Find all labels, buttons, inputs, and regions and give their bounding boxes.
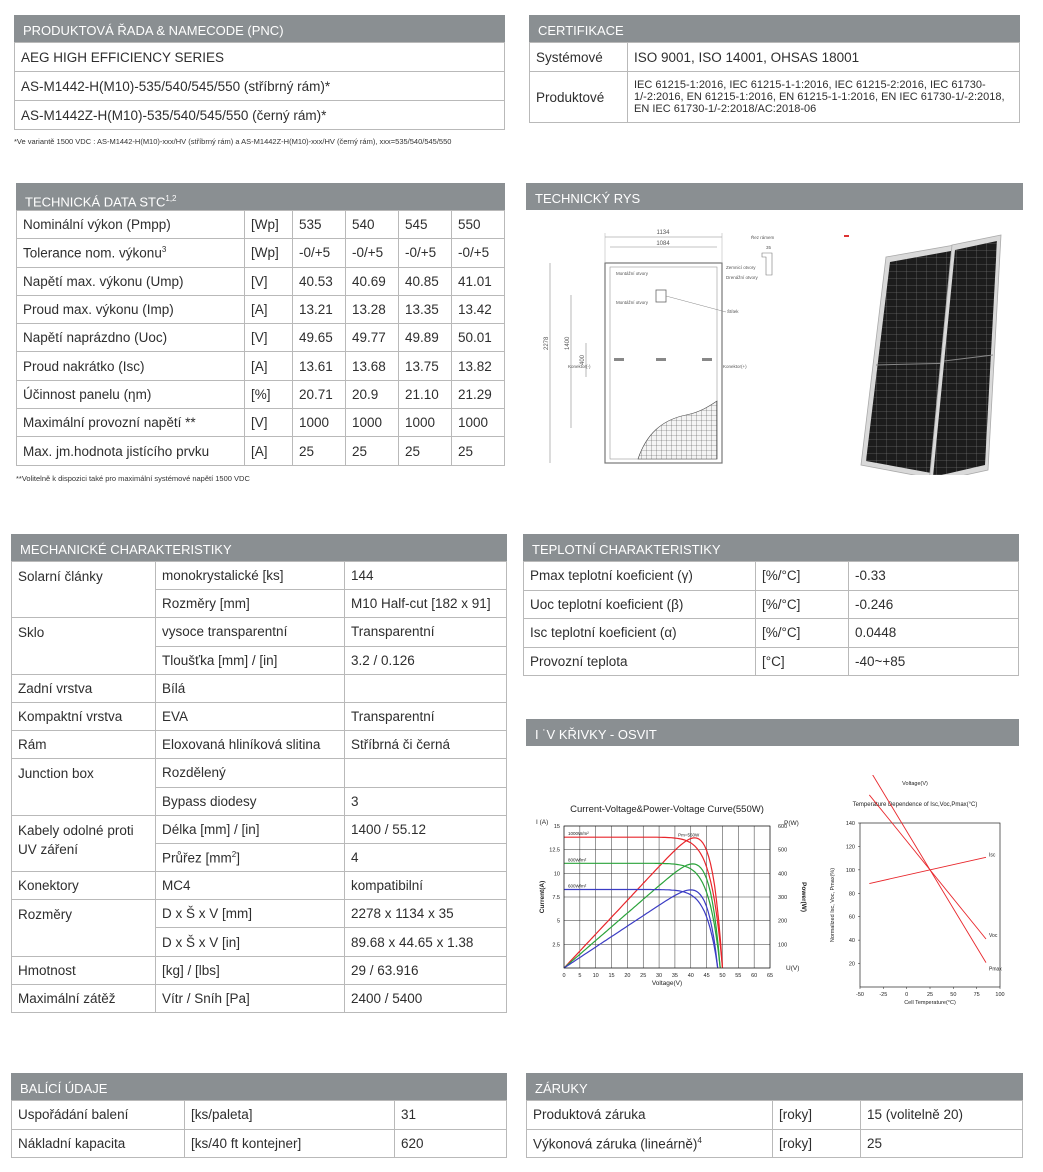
stc-value: 49.77 <box>346 324 399 352</box>
mech-category: Maximální zátěž <box>12 984 156 1012</box>
mech-property-cell <box>156 759 345 787</box>
pnc-note: *Ve variantě 1500 VDC : AS-M1442-H(M10)-xxx/HV (stříbrný rám) a AS-M1442Z-H(M10)-xxx/HV (černý rám), xxx=535/540/545/550 <box>14 137 452 146</box>
temp-panel <box>523 534 1019 676</box>
iv-x-tick: 25 <box>640 973 647 979</box>
mech-value: 2278 x 1134 x 35 <box>345 900 507 928</box>
iv-x-axis-label: U(V) <box>786 965 800 972</box>
label-ground-2: Drenážní otvory <box>726 275 758 280</box>
warranty-unit: [roky] <box>773 1101 861 1130</box>
temp-series-label: Isc <box>989 852 996 859</box>
mech-value: 3.2 / 0.126 <box>345 646 507 674</box>
temp-x-tick: -25 <box>879 992 888 998</box>
mech-property: monokrystalické [ks] <box>162 568 284 584</box>
pack-label: Nákladní kapacita <box>12 1129 185 1158</box>
mech-property: EVA <box>162 709 189 725</box>
stc-value: 49.89 <box>399 324 452 352</box>
stc-value: 20.71 <box>293 380 346 408</box>
stc-row <box>17 409 505 437</box>
stc-unit: [%] <box>245 380 293 408</box>
stc-value: 545 <box>399 211 452 239</box>
mech-property-cell <box>156 674 345 702</box>
temp-unit: [°C] <box>756 647 849 676</box>
iv-x-tick: 30 <box>656 973 663 979</box>
mech-row <box>12 759 507 787</box>
temp-series-label: Pmax <box>989 966 1002 973</box>
mech-row <box>12 984 507 1012</box>
stc-row <box>17 437 505 465</box>
iv-series-label: 800W/m² <box>568 857 587 863</box>
stc-row <box>17 352 505 380</box>
dim-1400: 1400 <box>565 336 571 350</box>
mech-value: 3 <box>345 787 507 815</box>
stc-label-cell <box>17 239 245 267</box>
mech-property: Rozdělený <box>162 765 226 781</box>
stc-label: Tolerance nom. výkonu <box>23 245 162 261</box>
warranty-value: 15 (volitelně 20) <box>861 1101 1023 1130</box>
stc-value: 1000 <box>452 409 505 437</box>
stc-value: 21.29 <box>452 380 505 408</box>
iv-y2-tick: 600 <box>778 824 788 830</box>
temp-chart-title: Temperature Dependence of Isc,Voc,Pmax(°C) <box>852 802 978 808</box>
mech-property-cell <box>156 787 345 815</box>
temp-y-tick: 100 <box>845 867 855 874</box>
stc-value: 13.21 <box>293 295 346 323</box>
stc-value: 25 <box>399 437 452 465</box>
stc-header <box>16 183 505 210</box>
stc-unit: [V] <box>245 324 293 352</box>
iv-ylabel: Current(A) <box>539 880 546 914</box>
iv-y-tick: 2.5 <box>552 942 560 949</box>
pack-unit: [ks/40 ft kontejner] <box>185 1129 395 1158</box>
stc-label: Účinnost panelu (ηm) <box>23 386 152 402</box>
mech-value: 29 / 63.916 <box>345 956 507 984</box>
cert-table <box>529 42 1020 123</box>
mech-property: D x Š x V [in] <box>162 934 241 950</box>
mech-category: Junction box <box>12 759 156 815</box>
stc-label-cell <box>17 295 245 323</box>
stc-row <box>17 324 505 352</box>
mech-property-cell <box>156 646 345 674</box>
cert-system-value: ISO 9001, ISO 14001, OHSAS 18001 <box>628 43 1020 72</box>
stc-unit: [V] <box>245 267 293 295</box>
stc-label-sup: 3 <box>161 245 167 255</box>
mech-property-cell <box>156 731 345 759</box>
temp-value: -0.246 <box>849 590 1019 619</box>
mech-category: Zadní vrstva <box>12 674 156 702</box>
label-rez: Řez rámem <box>751 235 775 240</box>
mech-value: Stříbrná či černá <box>345 731 507 759</box>
temp-row <box>524 590 1019 619</box>
stc-unit: [A] <box>245 437 293 465</box>
warranty-label: Výkonová záruka (lineárně) <box>533 1136 698 1151</box>
temp-x-tick: 50 <box>950 992 957 998</box>
stc-title: TECHNICKÁ DATA STC <box>25 194 166 210</box>
label-conn-minus: Konektor(-) <box>568 364 591 369</box>
mech-category: Sklo <box>12 618 156 674</box>
temp-x-tick: -50 <box>856 992 864 998</box>
mech-property: MC4 <box>162 878 191 894</box>
stc-value: 550 <box>452 211 505 239</box>
stc-value: 49.65 <box>293 324 346 352</box>
mech-property: [kg] / [lbs] <box>162 962 220 978</box>
warranty-header: ZÁRUKY <box>526 1073 1023 1100</box>
drawing-header: TECHNICKÝ RYS <box>526 183 1023 210</box>
iv-x-tick: 10 <box>592 973 599 979</box>
pack-panel <box>11 1073 507 1158</box>
pack-table <box>11 1100 507 1158</box>
temp-table <box>523 561 1019 676</box>
temp-y-tick: 20 <box>848 961 855 968</box>
mech-value <box>345 674 507 702</box>
temp-unit: [%/°C] <box>756 619 849 648</box>
stc-unit: [A] <box>245 352 293 380</box>
mech-value: 89.68 x 44.65 x 1.38 <box>345 928 507 956</box>
pnc-header: PRODUKTOVÁ ŘADA & NAMECODE (PNC) <box>14 15 505 42</box>
warranty-label-cell <box>527 1129 773 1158</box>
iv-series-label: 600W/m² <box>568 883 587 889</box>
warranty-row <box>527 1129 1023 1158</box>
warranty-value: 25 <box>861 1129 1023 1158</box>
stc-label-cell <box>17 324 245 352</box>
pack-row <box>12 1129 507 1158</box>
stc-value: 40.53 <box>293 267 346 295</box>
iv-chart-title: Current-Voltage&Power-Voltage Curve(550W) <box>570 804 764 815</box>
temp-unit: [%/°C] <box>756 590 849 619</box>
temp-x-tick: 100 <box>995 992 1005 998</box>
iv-x-tick: 55 <box>735 973 742 979</box>
stc-value: 13.42 <box>452 295 505 323</box>
stc-value: -0/+5 <box>346 239 399 267</box>
mech-property: Průřez [mm <box>162 850 232 866</box>
mech-row <box>12 702 507 730</box>
temp-series-line <box>869 795 986 939</box>
stc-value: 1000 <box>346 409 399 437</box>
stc-label-cell <box>17 352 245 380</box>
pack-row <box>12 1101 507 1130</box>
iv-y2label: Power(W) <box>800 882 807 912</box>
warranty-label: Produktová záruka <box>533 1107 646 1123</box>
dim-1134: 1134 <box>656 230 670 236</box>
mech-property-cell <box>156 815 345 843</box>
mech-row <box>12 872 507 900</box>
stc-value: 25 <box>452 437 505 465</box>
stc-value: 540 <box>346 211 399 239</box>
temp-xlabel: Cell Temperature(°C) <box>904 1000 956 1005</box>
stc-note: **Volitelně k dispozici také pro maximální systémové napětí 1500 VDC <box>16 474 250 483</box>
mech-row <box>12 731 507 759</box>
mech-row <box>12 900 507 928</box>
stc-table <box>16 210 505 466</box>
iv-y2-axis-label: P(W) <box>784 820 799 827</box>
mech-value: Transparentní <box>345 618 507 646</box>
mech-property-cell <box>156 900 345 928</box>
mech-property: vysoce transparentní <box>162 624 288 640</box>
dim-1084: 1084 <box>656 241 670 247</box>
temp-y-tick: 120 <box>845 844 855 851</box>
iv-x-tick: 40 <box>687 973 694 979</box>
cert-product-label: Produktové <box>530 72 628 123</box>
pack-value: 620 <box>395 1129 507 1158</box>
warranty-label-cell <box>527 1101 773 1130</box>
label-conn-plus: Konektor(+) <box>723 364 747 369</box>
pack-header: BALÍCÍ ÚDAJE <box>11 1073 507 1100</box>
stc-row <box>17 211 505 239</box>
temp-series-label: Voc <box>989 933 998 940</box>
stc-row <box>17 239 505 267</box>
mech-category: Solarní články <box>12 562 156 618</box>
label-mount-1: Montážní otvory <box>616 271 649 276</box>
temp-y-tick: 140 <box>845 821 855 827</box>
iv-x-tick: 45 <box>703 973 710 979</box>
stc-value: 13.35 <box>399 295 452 323</box>
mech-panel <box>11 534 507 1013</box>
temp-label: Uoc teplotní koeficient (β) <box>524 590 756 619</box>
technical-drawing <box>526 215 1023 475</box>
mech-row <box>12 956 507 984</box>
mech-value: 1400 / 55.12 <box>345 815 507 843</box>
pack-unit: [ks/paleta] <box>185 1101 395 1130</box>
mech-row <box>12 618 507 646</box>
mech-property-cell <box>156 562 345 590</box>
pnc-panel <box>14 15 505 130</box>
stc-value: 41.01 <box>452 267 505 295</box>
stc-unit: [A] <box>245 295 293 323</box>
iv-x-tick: 35 <box>671 973 678 979</box>
stc-title-sup: 1,2 <box>165 194 177 203</box>
temp-row <box>524 647 1019 676</box>
mech-property-cell <box>156 618 345 646</box>
mech-value <box>345 759 507 787</box>
stc-value: 13.82 <box>452 352 505 380</box>
temp-header: TEPLOTNÍ CHARAKTERISTIKY <box>523 534 1019 561</box>
mech-category: Rám <box>12 731 156 759</box>
temp-ylabel: Normalized Isc, Voc, Pmax(%) <box>830 867 836 943</box>
cert-product-value: IEC 61215-1:2016, IEC 61215-1-1:2016, IEC 61215-2:2016, IEC 61730-1/-2:2016, EN 61215-1:2016, EN 61215-1-1:2016, EN IEC 61730-1/-2:2018, EN IEC 61730-1/-2:2018/AC:2018-06 <box>628 72 1020 123</box>
stc-label: Proud nakrátko (Isc) <box>23 358 145 374</box>
mech-value: Transparentní <box>345 702 507 730</box>
mech-property: Vítr / Sníh [Pa] <box>162 990 250 1006</box>
mech-value: 144 <box>345 562 507 590</box>
temp-label: Provozní teplota <box>524 647 756 676</box>
cert-header: CERTIFIKACE <box>529 15 1020 42</box>
pnc-table <box>14 42 505 130</box>
stc-label: Napětí max. výkonu (Ump) <box>23 273 184 289</box>
mech-header: MECHANICKÉ CHARAKTERISTIKY <box>11 534 507 561</box>
mech-property: Bypass diodesy <box>162 793 257 809</box>
mech-category: Rozměry <box>12 900 156 956</box>
iv-y-tick: 10 <box>553 871 560 878</box>
warranty-label-sup: 4 <box>697 1135 702 1145</box>
stc-value: 21.10 <box>399 380 452 408</box>
stc-value: 50.01 <box>452 324 505 352</box>
iv-pm-label: Pm=550W <box>678 832 700 838</box>
label-ground-1: Zemnicí otvory <box>726 265 756 270</box>
iv-x-tick: 15 <box>608 973 615 979</box>
iv-pv-chart <box>528 800 818 990</box>
stc-unit: [V] <box>245 409 293 437</box>
mech-property-cell <box>156 590 345 618</box>
stc-unit: [Wp] <box>245 239 293 267</box>
mech-property-cell <box>156 872 345 900</box>
temp-x-tick: 25 <box>926 992 934 998</box>
pack-label: Uspořádání balení <box>12 1101 185 1130</box>
mech-property-cell <box>156 928 345 956</box>
warranty-row <box>527 1101 1023 1130</box>
warranty-unit: [roky] <box>773 1129 861 1158</box>
stc-label-cell <box>17 267 245 295</box>
label-mount-2: Montážní otvory <box>616 300 649 305</box>
stc-label: Proud max. výkonu (Imp) <box>23 302 174 318</box>
stc-value: 13.28 <box>346 295 399 323</box>
stc-row <box>17 267 505 295</box>
stc-value: 25 <box>346 437 399 465</box>
stc-label: Napětí naprázdno (Uoc) <box>23 330 168 346</box>
mech-value: 4 <box>345 843 507 871</box>
iv-x-tick: 0 <box>562 973 566 979</box>
mech-row <box>12 674 507 702</box>
stc-row <box>17 380 505 408</box>
iv-x-tick: 5 <box>578 973 582 979</box>
iv-y2-tick: 100 <box>778 942 788 949</box>
stc-label-cell <box>17 409 245 437</box>
iv-panel <box>526 719 1019 746</box>
stc-label: Nominální výkon (Pmpp) <box>23 217 171 233</box>
mech-property: D x Š x V [mm] <box>162 906 253 922</box>
stc-value: 25 <box>293 437 346 465</box>
mech-property: Délka [mm] / [in] <box>162 821 260 837</box>
pnc-row: AS-M1442Z-H(M10)-535/540/545/550 (černý rám)* <box>15 101 505 130</box>
mech-property-cell <box>156 956 345 984</box>
mech-category: Kabely odolné proti UV záření <box>12 815 156 871</box>
mech-property: Rozměry [mm] <box>162 596 250 612</box>
cert-system-label: Systémové <box>530 43 628 72</box>
stc-value: 1000 <box>293 409 346 437</box>
mech-category: Hmotnost <box>12 956 156 984</box>
stc-unit: [Wp] <box>245 211 293 239</box>
stc-value: 1000 <box>399 409 452 437</box>
iv-y2-tick: 200 <box>778 918 788 925</box>
mech-value: 2400 / 5400 <box>345 984 507 1012</box>
pnc-row: AEG HIGH EFFICIENCY SERIES <box>15 43 505 72</box>
stc-label: Maximální provozní napětí ** <box>23 415 196 431</box>
temp-label: Pmax teplotní koeficient (γ) <box>524 562 756 591</box>
temp-x-tick: 75 <box>973 992 980 998</box>
stc-label-cell <box>17 211 245 239</box>
iv-xlabel: Voltage(V) <box>651 980 683 987</box>
iv-y2-tick: 400 <box>778 871 788 878</box>
iv-x-tick: 60 <box>751 973 758 979</box>
pnc-row: AS-M1442-H(M10)-535/540/545/550 (stříbrný rám)* <box>15 72 505 101</box>
mech-property: Eloxovaná hliníková slitina <box>162 737 321 753</box>
stc-panel <box>16 183 505 466</box>
temp-series-line <box>869 857 986 883</box>
mech-property: Tloušťka [mm] / [in] <box>162 652 278 668</box>
mech-property-cell <box>156 702 345 730</box>
stc-value: 13.75 <box>399 352 452 380</box>
temp-chart-header: Voltage(V) <box>902 781 928 787</box>
iv-x-tick: 50 <box>719 973 726 979</box>
stc-label: Max. jm.hodnota jistícího prvku <box>23 443 210 459</box>
dim-35: 35 <box>766 245 772 250</box>
dim-400: 400 <box>580 354 586 365</box>
stc-row <box>17 295 505 323</box>
iv-x-tick: 20 <box>624 973 631 979</box>
stc-label-cell <box>17 380 245 408</box>
iv-header: I ˙V KŘIVKY - OSVIT <box>526 719 1019 746</box>
stc-value: 20.9 <box>346 380 399 408</box>
iv-y-tick: 12.5 <box>549 847 560 854</box>
label-stitek: Štítek <box>727 309 739 314</box>
pack-value: 31 <box>395 1101 507 1130</box>
warranty-panel <box>526 1073 1023 1158</box>
cert-panel <box>529 15 1020 123</box>
iv-y2-tick: 500 <box>778 847 788 854</box>
mech-row <box>12 562 507 590</box>
iv-y2-tick: 300 <box>778 895 788 901</box>
stc-value: 535 <box>293 211 346 239</box>
iv-y-tick: 7.5 <box>552 895 560 901</box>
stc-value: -0/+5 <box>399 239 452 267</box>
temp-plot-frame <box>860 823 1000 987</box>
temp-row <box>524 562 1019 591</box>
temp-row <box>524 619 1019 648</box>
mech-property-end: ] <box>236 850 240 866</box>
stc-value: 40.85 <box>399 267 452 295</box>
mech-property-sup: 2 <box>231 849 237 859</box>
temp-value: 0.0448 <box>849 619 1019 648</box>
temp-value: -40~+85 <box>849 647 1019 676</box>
mech-property-cell <box>156 984 345 1012</box>
iv-x-tick: 65 <box>766 973 774 979</box>
mech-table <box>11 561 507 1013</box>
stc-value: 13.68 <box>346 352 399 380</box>
mech-property-cell <box>156 843 345 871</box>
iv-y-axis-label: I (A) <box>536 819 549 826</box>
mech-category: Kompaktní vrstva <box>12 702 156 730</box>
iv-y-tick: 5 <box>556 918 560 925</box>
temp-unit: [%/°C] <box>756 562 849 591</box>
dim-2278: 2278 <box>544 336 550 350</box>
stc-value: 13.61 <box>293 352 346 380</box>
temp-x-tick: 0 <box>905 992 909 998</box>
temp-y-tick: 80 <box>848 891 855 898</box>
iv-y-tick: 15 <box>553 824 560 830</box>
temp-y-tick: 40 <box>848 938 855 945</box>
mech-value: M10 Half-cut [182 x 91] <box>345 590 507 618</box>
drawing-panel <box>526 183 1023 210</box>
stc-value: -0/+5 <box>452 239 505 267</box>
temp-value: -0.33 <box>849 562 1019 591</box>
iv-series-label: 1000W/m² <box>568 831 589 837</box>
mech-value: kompatibilní <box>345 872 507 900</box>
stc-value: 40.69 <box>346 267 399 295</box>
stc-value: -0/+5 <box>293 239 346 267</box>
temp-label: Isc teplotní koeficient (α) <box>524 619 756 648</box>
warranty-table <box>526 1100 1023 1158</box>
mech-row <box>12 815 507 843</box>
mech-property: Bílá <box>162 680 186 696</box>
stc-label-cell <box>17 437 245 465</box>
mech-category: Konektory <box>12 872 156 900</box>
temperature-chart <box>820 775 1010 1005</box>
temp-y-tick: 60 <box>848 914 855 921</box>
